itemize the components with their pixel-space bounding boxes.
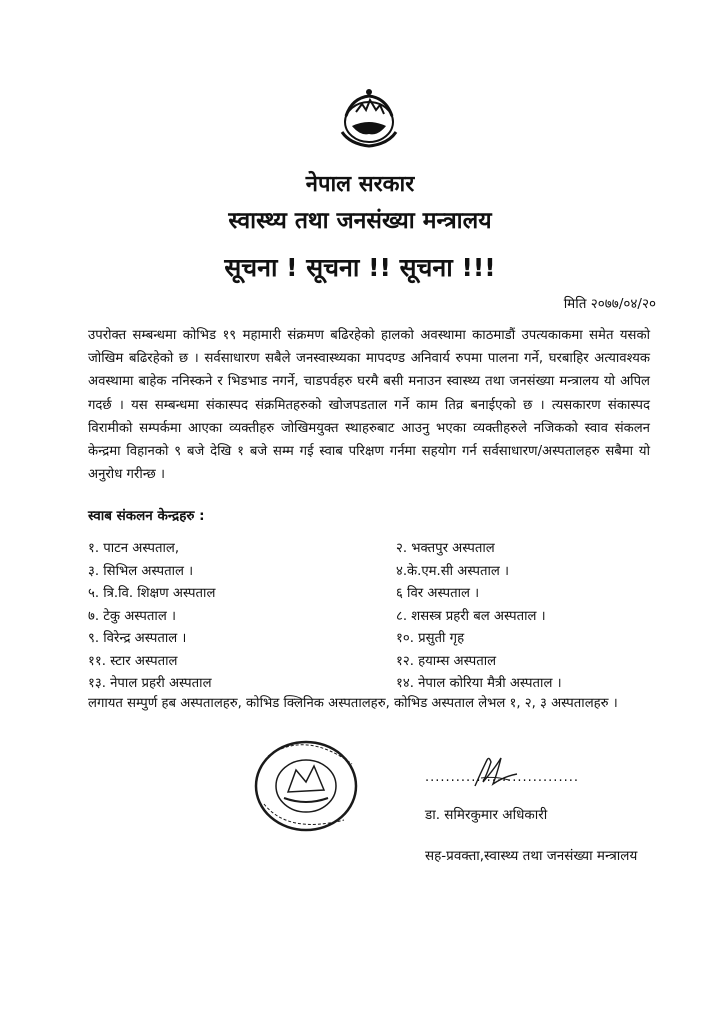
center-item: ११. स्टार अस्पताल	[88, 653, 178, 669]
center-item: २. भक्तपुर अस्पताल	[396, 541, 495, 556]
government-title: नेपाल सरकार	[305, 172, 415, 197]
centers-row	[88, 538, 658, 561]
centers-list	[88, 538, 658, 696]
center-item: ८. शसस्त्र प्रहरी बल अस्पताल ।	[396, 608, 546, 624]
centers-row	[88, 606, 658, 629]
centers-row	[88, 583, 658, 606]
notice-heading: सूचना ! सूचना !! सूचना !!!	[224, 253, 496, 282]
center-item: ९. विरेन्द्र अस्पताल ।	[88, 631, 187, 646]
notice-paragraph: उपरोक्त सम्बन्धमा कोभिड १९ महामारी संक्रमण बढिरहेको हालको अवस्थामा काठमाडौं उपत्यकाकमा समेत यसको जोखिम बढिरहेको छ । सर्वसाधारण सबैले जनस्वास्थ्यका मापदण्ड अनिवार्य रुपमा पालना गर्ने, घरबाहिर अत्यावश्यक अवस्थामा बाहेक ननिस्कने र भिडभाड नगर्ने, चाडपर्वहरु घरमै बसी मनाउन स्वास्थ्य तथा जनसंख्या मन्त्रालय यो अपिल गदर्छ । यस सम्बन्धमा संकास्पद संक्रमितहरुको खोजपडताल गर्ने काम तिव्र बनाईएको छ । त्यसकारण संकास्पद विरामीको सम्पर्कमा आएका व्यक्तीहरु जोखिमयुक्त स्थाहरुबाट आउनु भएका व्यक्तीहरुले नजिकको स्वाव संकलन केन्द्रमा विहानको ९ बजे देखि १ बजे सम्म गई स्वाब परिक्षण गर्नमा सहयोग गर्न सर्वसाधारण/अस्पतालहरु सबैमा यो अनुरोध गरीन्छ ।	[88, 328, 650, 483]
center-item: १. पाटन अस्पताल,	[88, 541, 180, 556]
signatory-name: डा. समिरकुमार अधिकारी	[425, 807, 548, 823]
centers-row	[88, 561, 658, 584]
centers-row	[88, 651, 658, 674]
centers-trailer: लगायत सम्पुर्ण हब अस्पतालहरु, कोभिड क्लिनिक अस्पतालहरु, कोभिड अस्पताल लेभल १, २, ३ अस्पतालहरु ।	[88, 696, 618, 711]
center-item: १३. नेपाल प्रहरी अस्पताल	[88, 676, 212, 691]
ministry-seal-icon	[248, 734, 370, 842]
ministry-title: स्वास्थ्य तथा जनसंख्या मन्त्रालय	[228, 208, 492, 234]
center-item: १०. प्रसुती गृह	[396, 631, 465, 646]
center-item: ४.के.एम.सी अस्पताल ।	[396, 563, 510, 579]
center-item: १२. हयाम्स अस्पताल	[396, 653, 497, 669]
center-item: ७. टेकु अस्पताल ।	[88, 608, 176, 624]
nepal-emblem-icon	[332, 86, 406, 152]
center-item: ६ विर अस्पताल ।	[396, 586, 480, 601]
notice-date: मिति २०७७/०४/२०	[563, 296, 656, 312]
signature-line: ..............................	[425, 770, 579, 785]
center-item: ५. त्रि.वि. शिक्षण अस्पताल	[88, 586, 216, 601]
signatory-title: सह-प्रवक्ता,स्वास्थ्य तथा जनसंख्या मन्त्रालय	[425, 848, 638, 864]
center-item: १४. नेपाल कोरिया मैत्री अस्पताल ।	[396, 676, 562, 691]
center-item: ३. सिभिल अस्पताल ।	[88, 563, 194, 579]
centers-row	[88, 628, 658, 651]
centers-heading: स्वाब संकलन केन्द्रहरु :	[88, 508, 205, 524]
